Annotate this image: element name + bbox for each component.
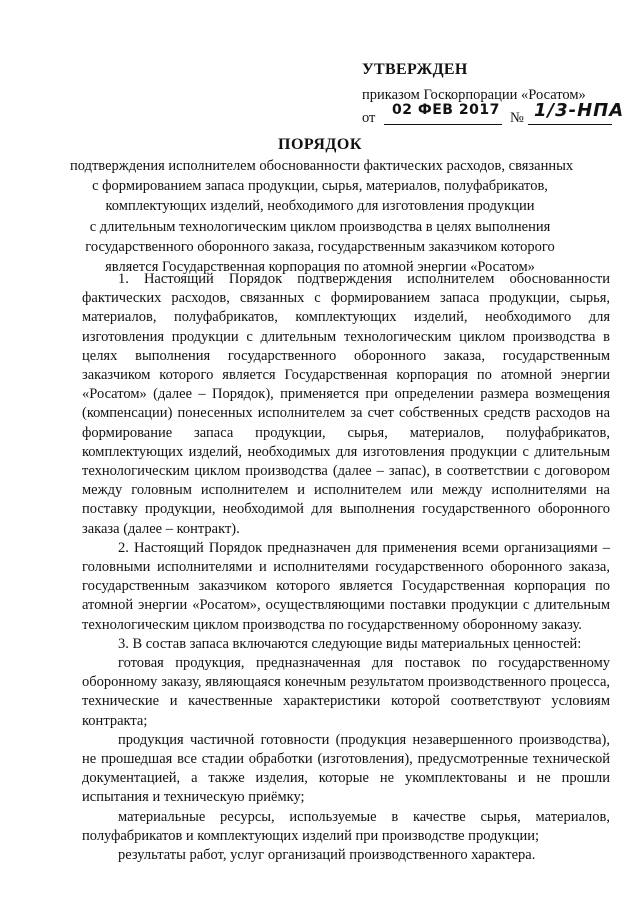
subtitle-line: с длительным технологическим циклом производства в целях выполнения xyxy=(89,218,551,235)
number-label: № xyxy=(510,110,524,126)
subtitle-line: с формированием запаса продукции, сырья, материалов, полуфабрикатов, xyxy=(92,178,548,195)
document-subtitle xyxy=(70,156,574,277)
number-underline xyxy=(528,124,612,125)
subtitle-line: является Государственная корпорация по атомной энергии «Росатом» xyxy=(105,259,535,276)
list-item-work-results: результаты работ, услуг организаций производственного характера. xyxy=(118,847,536,864)
paragraph-2: 2. Настоящий Порядок предназначен для применения всеми организациями – головными исполнителями и исполнителями государственного оборонного заказа, государственным заказчиком которого является Государственная корпорация по атомной энергии «Росатом», осуществляющими поставки продукции с длительным технологическим циклом производства по государственному оборонному заказу. xyxy=(82,539,610,633)
subtitle-line: комплектующих изделий, необходимого для изготовления продукции xyxy=(105,198,535,215)
subtitle-line: государственного оборонного заказа, государственным заказчиком которого xyxy=(85,238,555,255)
document-title: ПОРЯДОК xyxy=(278,136,362,153)
list-item-finished-products: готовая продукция, предназначенная для поставок по государственному оборонному заказу, являющаяся конечным результатом производственного процесса, технические и качественные характеристики которой соответствуют условиям контракта; xyxy=(82,655,610,729)
handwritten-number: 1/3-НПА xyxy=(534,100,625,121)
paragraph-3: 3. В состав запаса включаются следующие виды материальных ценностей: xyxy=(118,635,582,652)
approval-date-number-row xyxy=(362,100,625,130)
list-item-material-resources: материальные ресурсы, используемые в качестве сырья, материалов, полуфабрикатов и комплектующих изделий при производстве продукции; xyxy=(82,808,610,844)
list-item-partial-products: продукция частичной готовности (продукция незавершенного производства), не прошедшая все стадии обработки (изготовления), предусмотренные технической документацией, а также изделия, которые не укомплектованы и не прошли испытания и техническую приёмку; xyxy=(82,731,610,806)
document-body xyxy=(82,270,610,865)
date-label: от xyxy=(362,110,376,126)
date-underline xyxy=(384,124,502,125)
date-stamp: 02 ФЕВ 2017 xyxy=(392,102,500,118)
paragraph-1: 1. Настоящий Порядок подтверждения исполнителем обоснованности фактических расходов, связанных с формированием запаса продукции, сырья, материалов, полуфабрикатов, комплектующих изделий, необходимого для изготовления продукции с длительным технологическим циклом производства в целях выполнения государственного оборонного заказа, государственным заказчиком которого является Государственная корпорация по атомной энергии «Росатом» (далее – Порядок), применяется при определении размера возмещения (компенсации) понесенных исполнителем за счет собственных средств расходов на формирование запаса продукции, сырья, материалов, полуфабрикатов, комплектующих изделий, необходимых для изготовления продукции с длительным технологическим циклом производства (далее – запас), в соответствии с договором между головным исполнителем и исполнителем или между исполнителями на поставку продукции, необходимой для выполнения государственного оборонного заказа (далее – контракт). xyxy=(82,271,610,537)
approval-order-line: приказом Госкорпорации «Росатом» xyxy=(362,87,586,103)
approval-title: УТВЕРЖДЕН xyxy=(362,61,468,78)
subtitle-line: подтверждения исполнителем обоснованности фактических расходов, связанных xyxy=(70,158,574,174)
approval-block xyxy=(362,60,625,130)
